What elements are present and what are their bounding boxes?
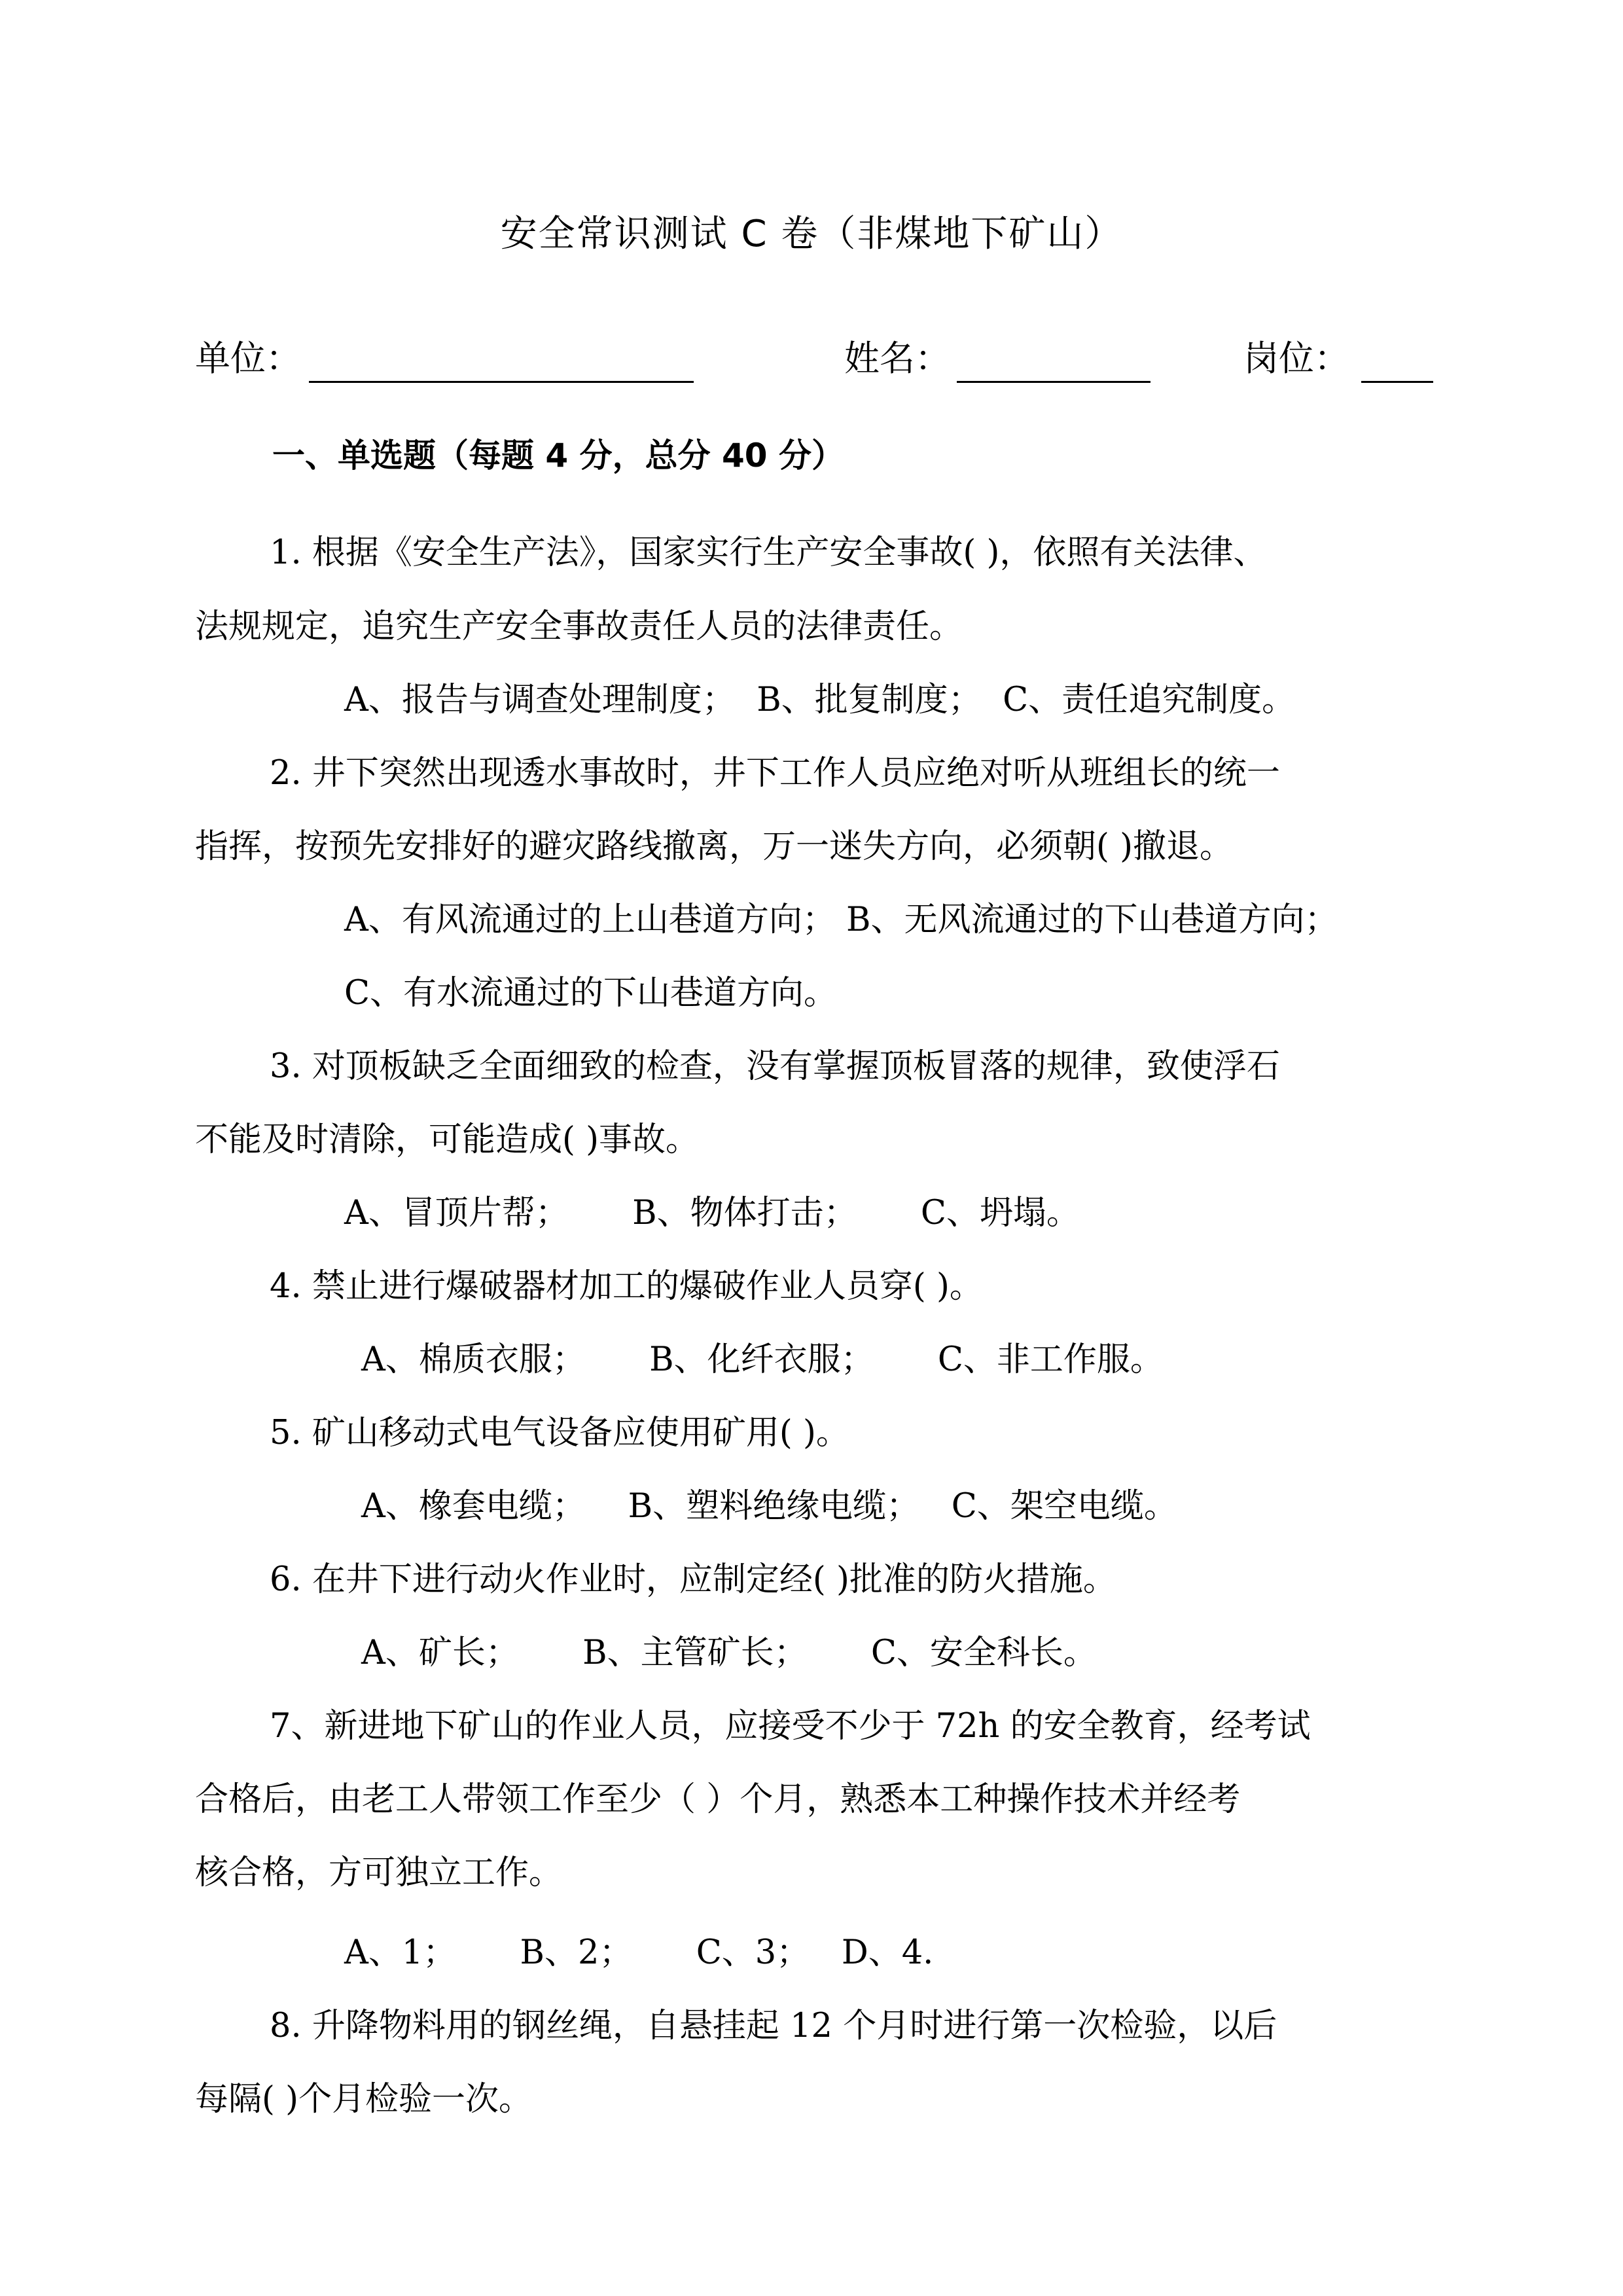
page-title: 安全常识测试 C 卷（非煤地下矿山）	[500, 213, 1123, 255]
section-heading: 一、单选题（每题 4 分，总分 40 分）	[272, 437, 844, 475]
question-1-line-1: 1. 根据《安全生产法》，国家实行生产安全事故( )，依照有关法律、	[270, 533, 1267, 572]
question-2-line-2: 指挥，按预先安排好的避灾路线撤离，万一迷失方向，必须朝( )撤退。	[195, 827, 1234, 866]
question-2-options-1: A、有风流通过的上山巷道方向； B、无风流通过的下山巷道方向；	[344, 901, 1338, 939]
unit-label: 单位：	[195, 338, 301, 379]
question-6-options: A、矿长； B、主管矿长； C、安全科长。	[361, 1634, 1097, 1672]
question-2-line-1: 2. 井下突然出现透水事故时，井下工作人员应绝对听从班组长的统一	[270, 754, 1280, 793]
question-2-options-2: C、有水流通过的下山巷道方向。	[344, 974, 838, 1013]
question-3-line-2: 不能及时清除，可能造成( )事故。	[195, 1121, 700, 1159]
question-1-options: A、报告与调查处理制度； B、批复制度； C、责任追究制度。	[344, 681, 1296, 719]
question-7-options: A、1； B、2； C、3； D、4.	[344, 1933, 934, 1972]
question-7-line-3: 核合格，方可独立工作。	[195, 1854, 563, 1892]
question-4-line-1: 4. 禁止进行爆破器材加工的爆破作业人员穿( )。	[270, 1267, 983, 1306]
question-1-line-2: 法规规定，追究生产安全事故责任人员的法律责任。	[195, 607, 963, 646]
question-3-options: A、冒顶片帮； B、物体打击； C、坍塌。	[344, 1194, 1080, 1232]
question-3-line-1: 3. 对顶板缺乏全面细致的检查，没有掌握顶板冒落的规律，致使浮石	[270, 1047, 1280, 1086]
unit-blank[interactable]	[309, 381, 694, 383]
question-5-options: A、橡套电缆； B、塑料绝缘电缆； C、架空电缆。	[361, 1487, 1177, 1526]
name-label: 姓名：	[844, 338, 950, 379]
question-5-line-1: 5. 矿山移动式电气设备应使用矿用( )。	[270, 1414, 849, 1452]
question-8-line-1: 8. 升降物料用的钢丝绳，自悬挂起 12 个月时进行第一次检验，以后	[270, 2007, 1277, 2045]
position-blank[interactable]	[1361, 381, 1433, 383]
question-7-line-2: 合格后，由老工人带领工作至少（ ）个月，熟悉本工种操作技术并经考	[195, 1780, 1241, 1819]
name-blank[interactable]	[957, 381, 1150, 383]
question-6-line-1: 6. 在井下进行动火作业时，应制定经( )批准的防火措施。	[270, 1560, 1116, 1599]
position-label: 岗位：	[1243, 338, 1349, 379]
question-4-options: A、棉质衣服； B、化纤衣服； C、非工作服。	[361, 1340, 1164, 1379]
question-7-line-1: 7、新进地下矿山的作业人员，应接受不少于 72h 的安全教育，经考试	[270, 1707, 1311, 1746]
question-8-line-2: 每隔( )个月检验一次。	[195, 2080, 533, 2119]
